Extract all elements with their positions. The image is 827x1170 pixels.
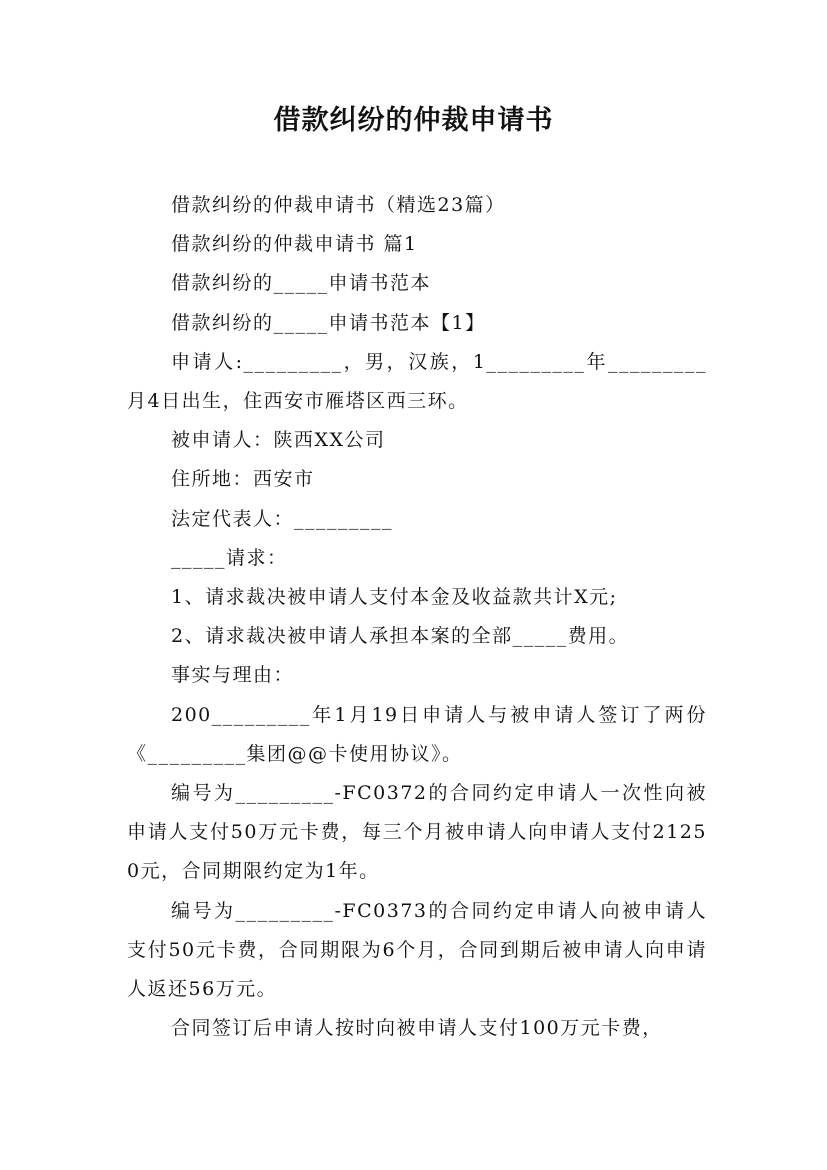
paragraph-legal-representative: 法定代表人：_________ xyxy=(171,507,394,530)
paragraph-respondent: 被申请人：陕西XX公司 xyxy=(171,429,386,452)
paragraph-request-2: 2、请求裁决被申请人承担本案的全部_____费用。 xyxy=(171,625,630,648)
paragraph-contract-fc0372: 编号为_________-FC0372的合同约定申请人一次性向被申请人支付50万元卡费，每三个月被申请人向申请人支付21250元，合同期限约定为1年。 xyxy=(127,782,707,883)
paragraph-template-title: 借款纠纷的_____申请书范本 xyxy=(171,272,432,295)
document-title: 借款纠纷的仲裁申请书 xyxy=(273,105,554,136)
paragraph-subtitle: 借款纠纷的仲裁申请书（精选23篇） xyxy=(171,194,506,216)
paragraph-template-title-1: 借款纠纷的_____申请书范本【1】 xyxy=(171,311,486,334)
paragraph-request-1: 1、请求裁决被申请人支付本金及收益款共计X元; xyxy=(171,586,618,609)
paragraph-request-heading: _____请求： xyxy=(171,546,288,569)
paragraph-facts-heading: 事实与理由： xyxy=(171,664,295,687)
paragraph-section-heading: 借款纠纷的仲裁申请书 篇1 xyxy=(171,233,418,256)
document-body xyxy=(127,186,707,1048)
paragraph-address: 住所地：西安市 xyxy=(171,468,315,491)
paragraph-applicant: 申请人:_________，男，汉族，1_________年_________月4日出生，住西安市雁塔区西三环。 xyxy=(127,350,707,413)
paragraph-facts-agreement: 200_________年1月19日申请人与被申请人签订了两份《_________集团@@卡使用协议》。 xyxy=(127,703,707,765)
paragraph-payment: 合同签订后申请人按时向被申请人支付100万元卡费， xyxy=(171,1017,663,1040)
paragraph-contract-fc0373: 编号为_________-FC0373的合同约定申请人向被申请人支付50元卡费，合同期限为6个月，合同到期后被申请人向申请人返还56万元。 xyxy=(127,899,707,1001)
